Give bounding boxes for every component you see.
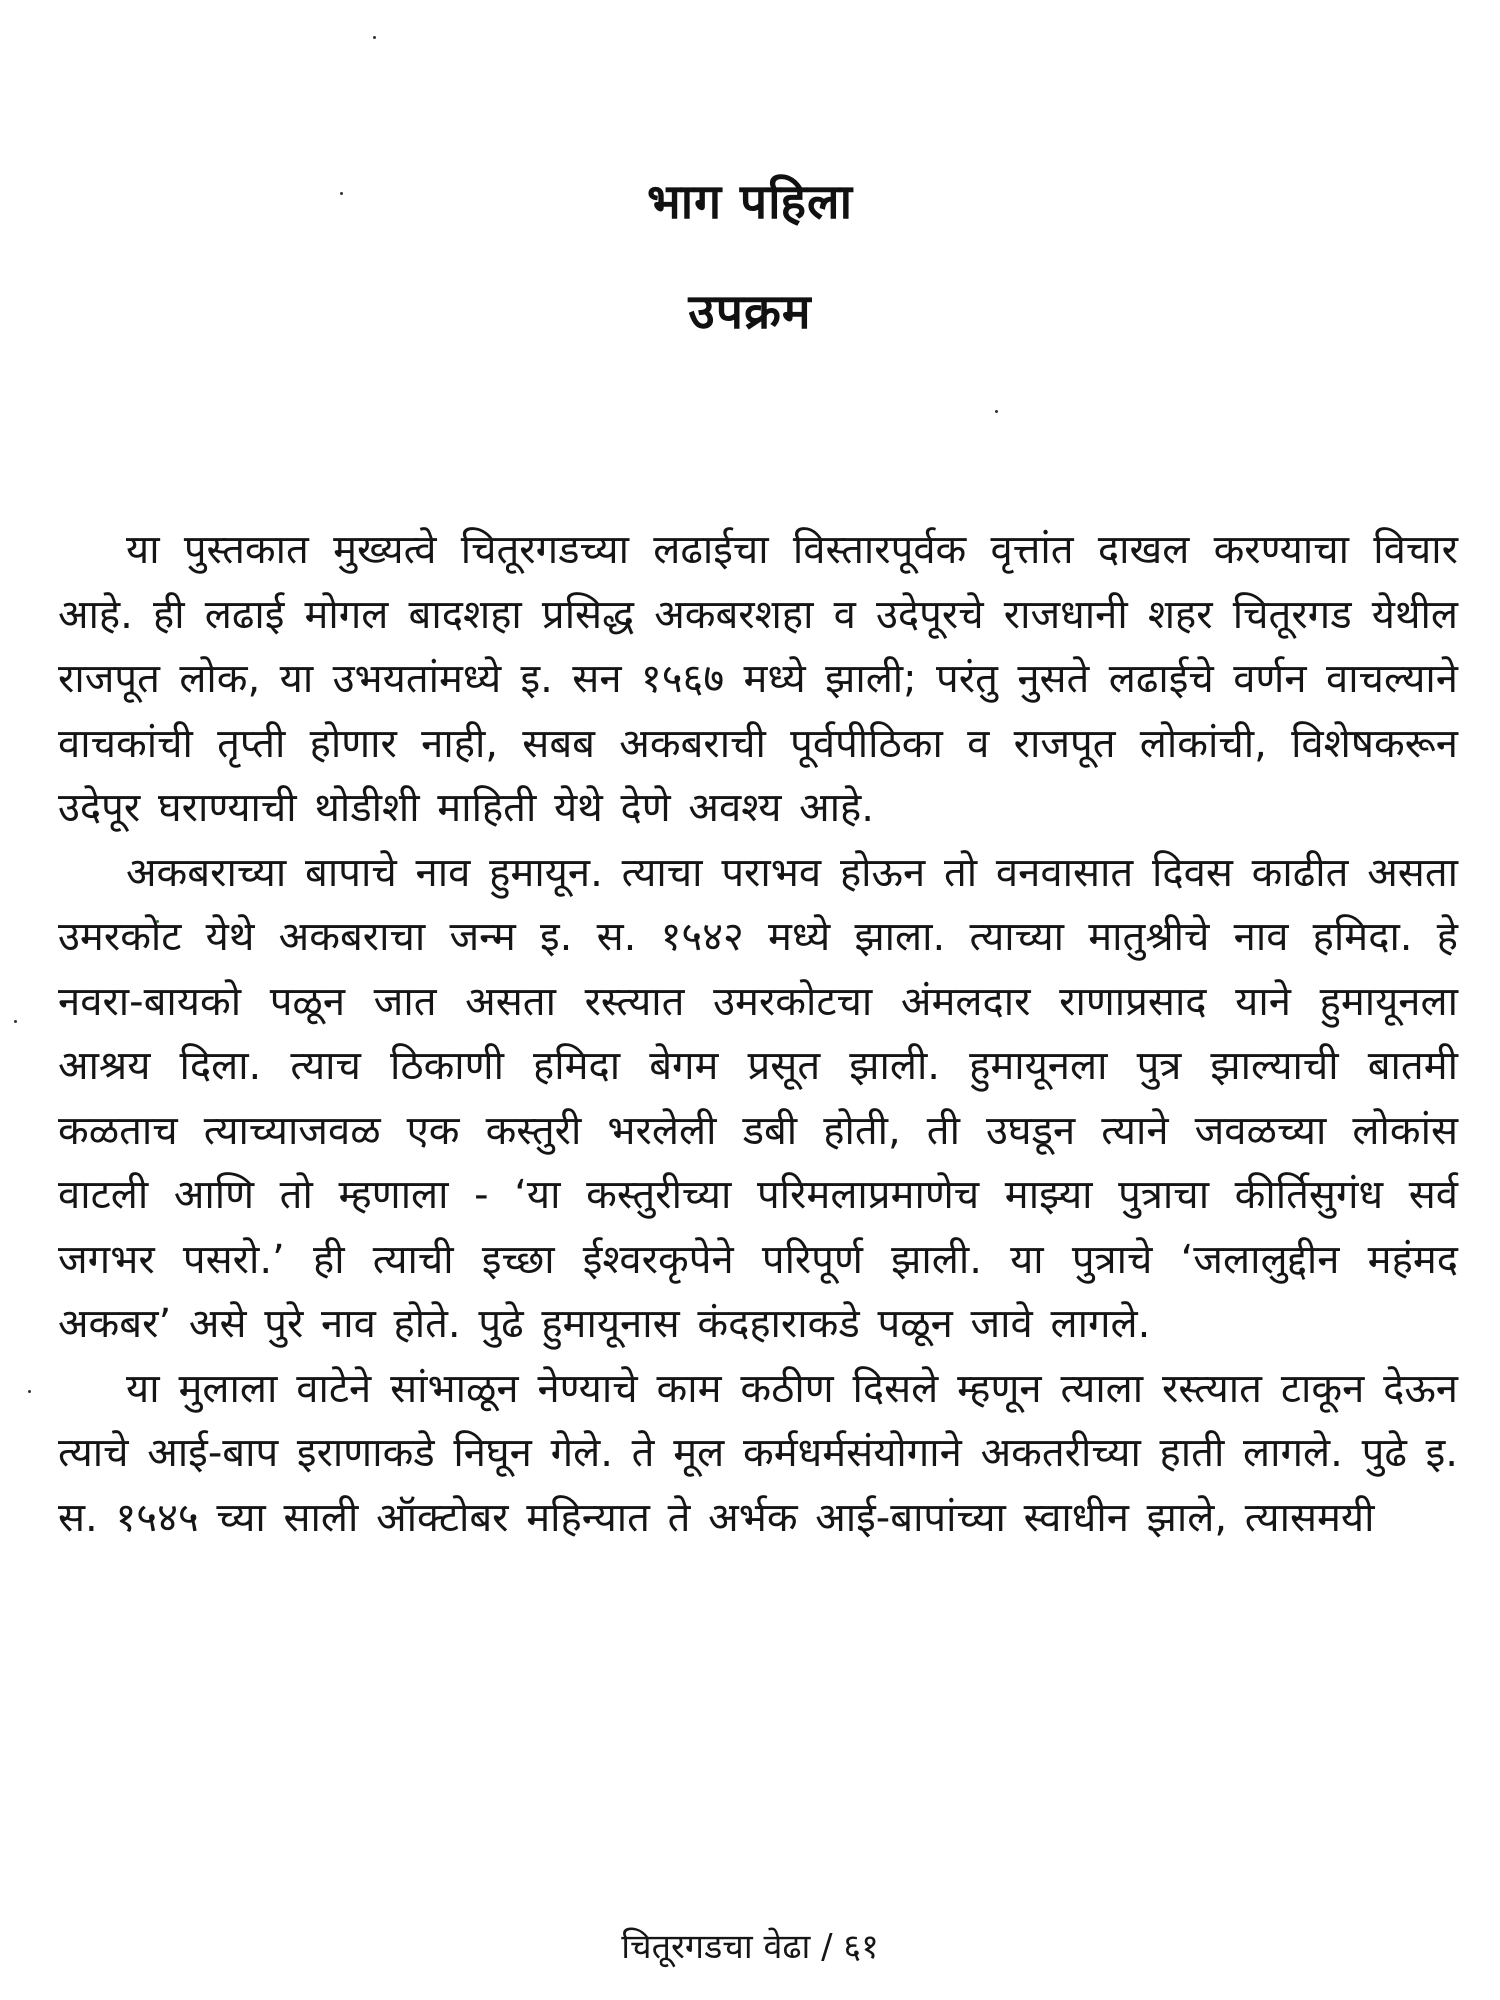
part-title: भाग पहिला (646, 174, 854, 230)
scan-speck (28, 1390, 31, 1393)
body-text (58, 518, 1458, 1550)
paragraph: या मुलाला वाटेने सांभाळून नेण्याचे काम कठीण दिसले म्हणून त्याला रस्त्यात टाकून देऊन त्याचे आई-बाप इराणाकडे निघून गेले. ते मूल कर्मधर्मसंयोगाने अकतरीच्या हाती लागले. पुढे इ. स. १५४५ च्या साली ऑक्टोबर महिन्यात ते अर्भक आई-बापांच्या स्वाधीन झाले, त्यासमयी (58, 1365, 1458, 1541)
page-footer: चितूरगडचा वेढा / ६१ (621, 1927, 879, 1967)
scan-speck (14, 1020, 17, 1023)
scan-speck (373, 36, 376, 39)
paragraph: या पुस्तकात मुख्यत्वे चितूरगडच्या लढाईचा विस्तारपूर्वक वृत्तांत दाखल करण्याचा विचार आहे. ही लढाई मोगल बादशहा प्रसिद्ध अकबरशहा व उदेपूरचे राजधानी शहर चितूरगड येथील राजपूत लोक, या उभयतांमध्ये इ. सन १५६७ मध्ये झाली; परंतु नुसते लढाईचे वर्णन वाचल्याने वाचकांची तृप्ती होणार नाही, सबब अकबराची पूर्वपीठिका व राजपूत लोकांची, विशेषकरून उदेपूर घराण्याची थोडीशी माहिती येथे देणे अवश्य आहे. (58, 527, 1458, 831)
chapter-title: उपक्रम (688, 284, 812, 340)
paragraph: अकबराच्या बापाचे नाव हुमायून. त्याचा पराभव होऊन तो वनवासात दिवस काढीत असता उमरकोट येथे अकबराचा जन्म इ. स. १५४२ मध्ये झाला. त्याच्या मातुश्रीचे नाव हमिदा. हे नवरा-बायको पळून जात असता रस्त्यात उमरकोटचा अंमलदार राणाप्रसाद याने हुमायूनला आश्रय दिला. त्याच ठिकाणी हमिदा बेगम प्रसूत झाली. हुमायूनला पुत्र झाल्याची बातमी कळताच त्याच्याजवळ एक कस्तुरी भरलेली डबी होती, ती उघडून त्याने जवळच्या लोकांस वाटली आणि तो म्हणाला - ‘या कस्तुरीच्या परिमलाप्रमाणेच माझ्या पुत्राचा कीर्तिसुगंध सर्व जगभर पसरो.’ ही त्याची इच्छा ईश्वरकृपेने परिपूर्ण झाली. या पुत्राचे ‘जलालुद्दीन महंमद अकबर’ असे पुरे नाव होते. पुढे हुमायूनास कंदहाराकडे पळून जावे लागले. (58, 849, 1458, 1347)
scan-speck (995, 410, 998, 413)
